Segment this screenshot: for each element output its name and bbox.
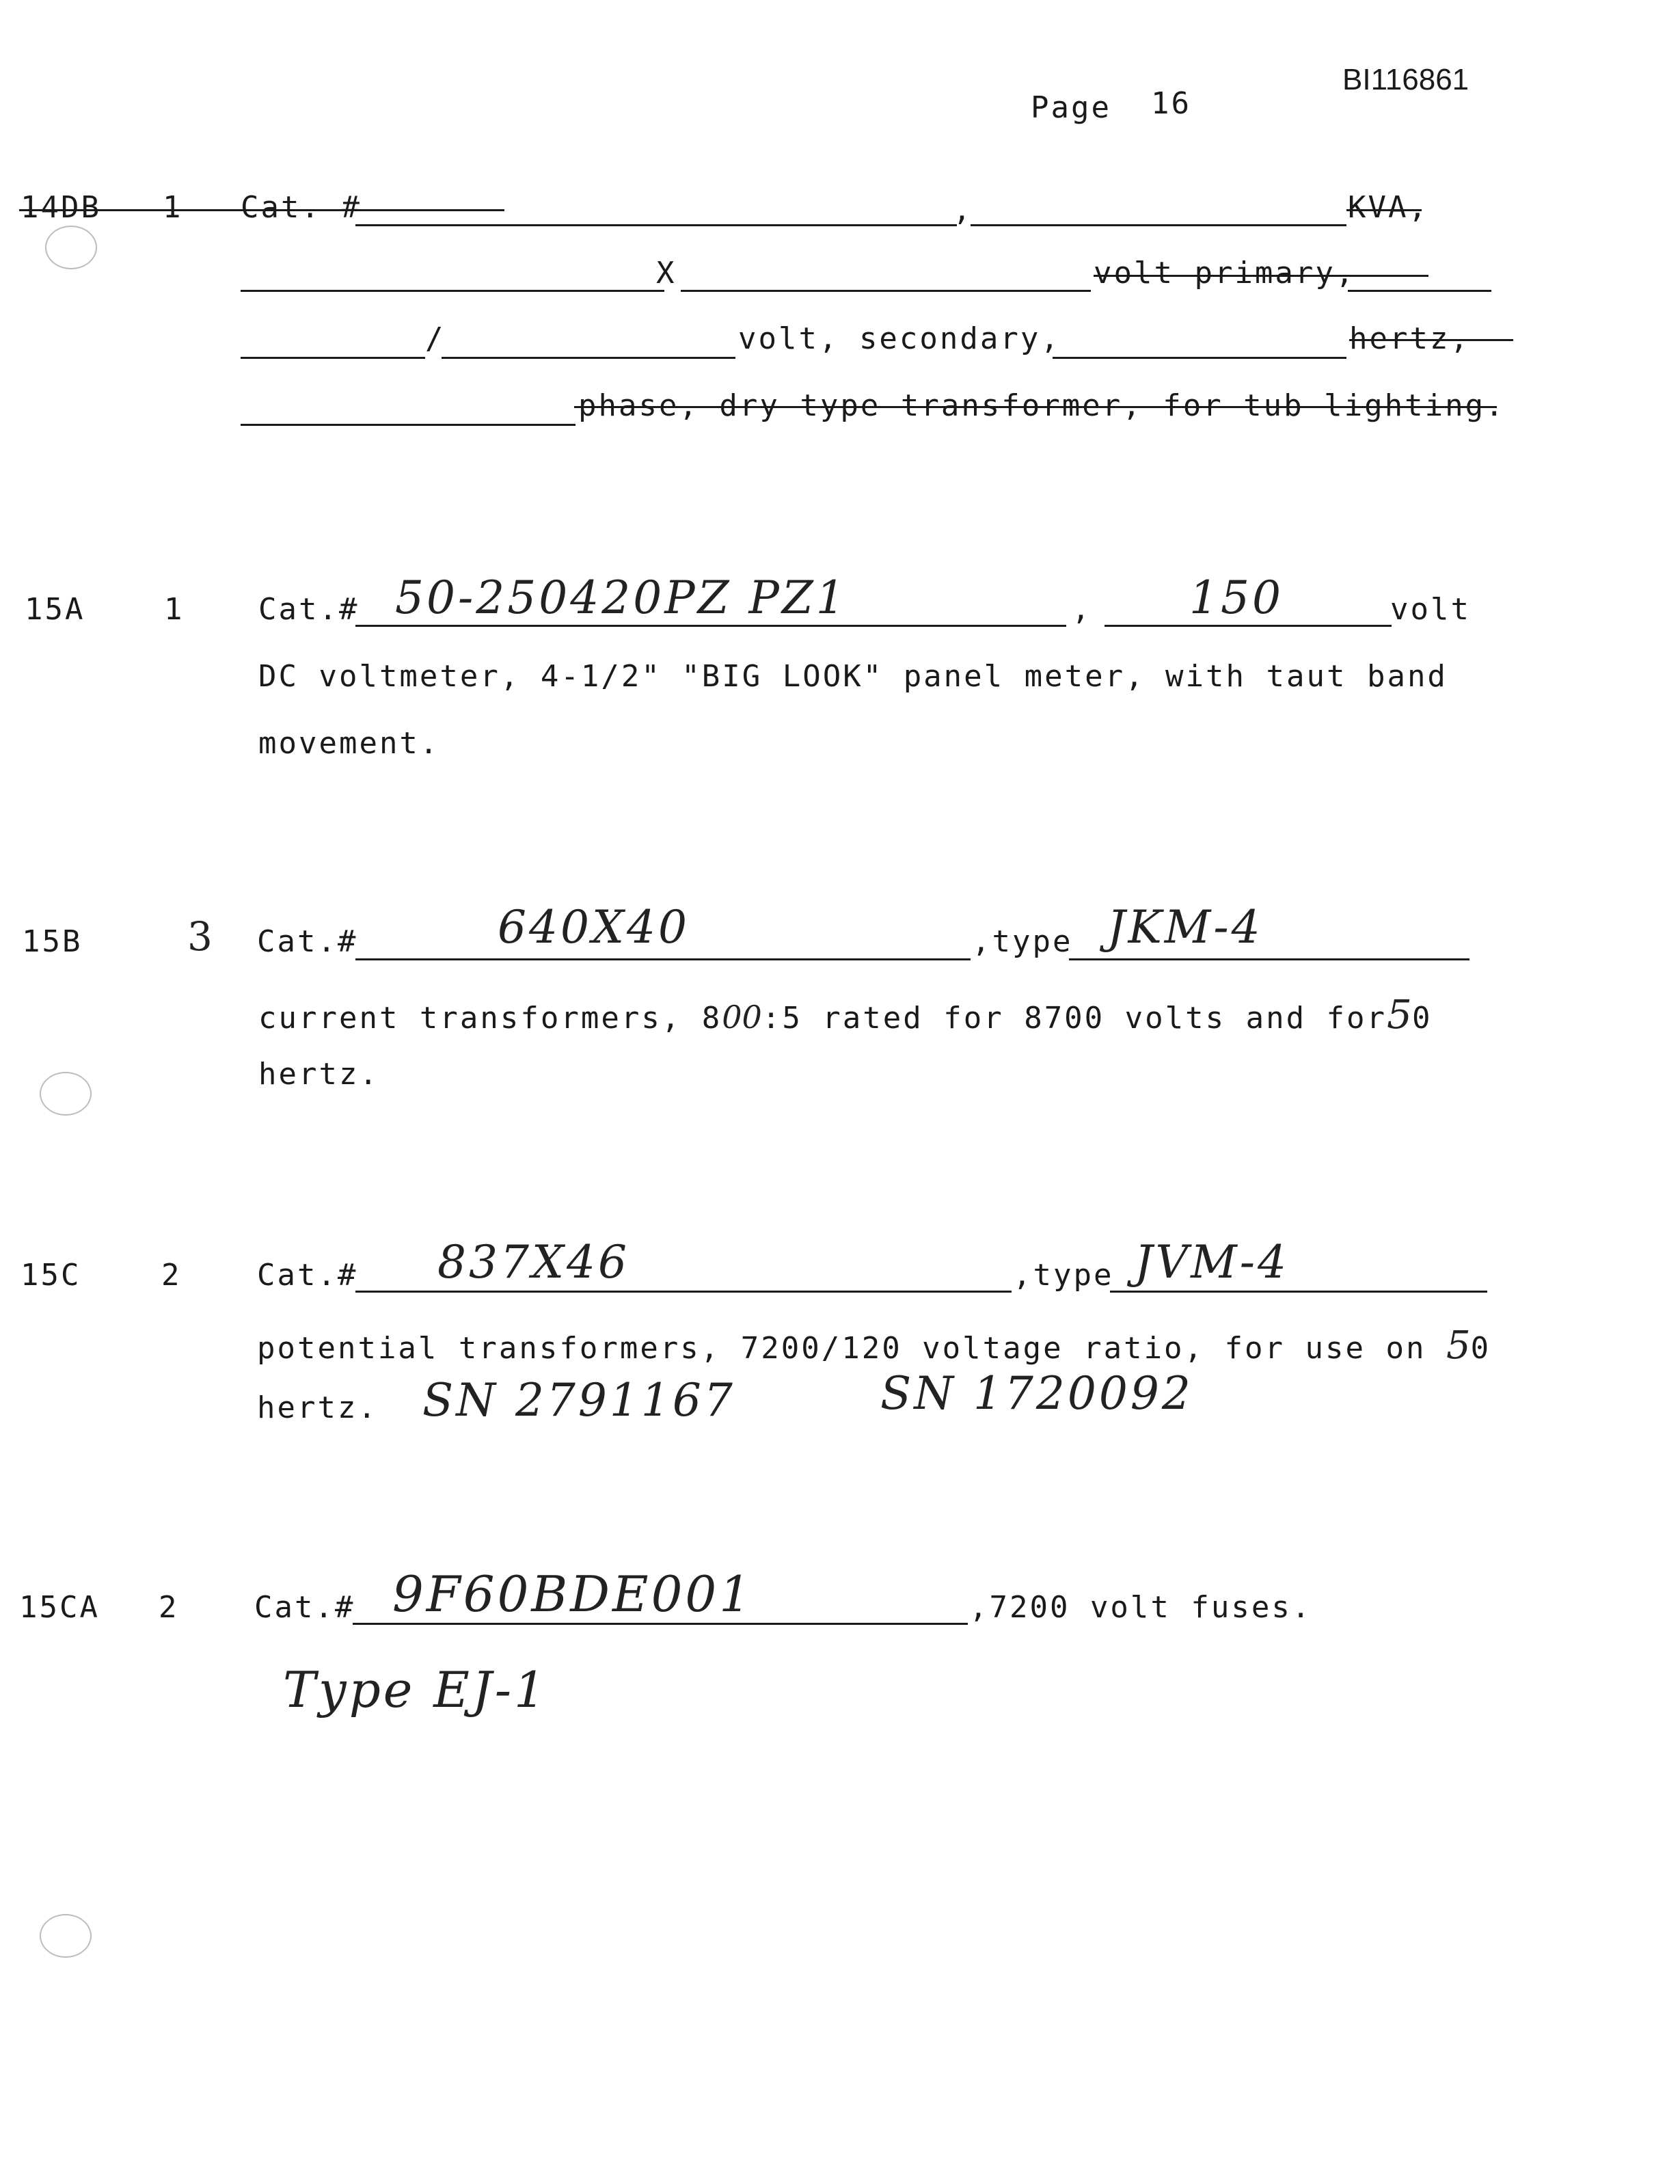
strike-line bbox=[574, 406, 1497, 408]
rating-unit: volt bbox=[1390, 592, 1471, 627]
item-number: 14DB bbox=[21, 190, 101, 225]
comma: , bbox=[1072, 592, 1092, 627]
strike-line bbox=[1346, 209, 1422, 211]
punch-hole-bottom bbox=[40, 1914, 92, 1958]
item-number: 15B bbox=[22, 924, 83, 959]
document-id: BI116861 bbox=[1342, 63, 1469, 96]
item-quantity: 3 bbox=[187, 913, 215, 960]
frequency-handwritten: 5 bbox=[1387, 991, 1412, 1038]
transformer-description: phase, dry type transformer, for tub lighting. bbox=[578, 388, 1506, 423]
kva-blank bbox=[971, 193, 1346, 226]
primary-blank-b bbox=[681, 258, 1091, 292]
page-number: 16 bbox=[1151, 86, 1191, 121]
frequency-handwritten: 5 bbox=[1446, 1323, 1471, 1368]
item-number: 15A bbox=[25, 592, 85, 627]
serial-number-handwritten: SN 2791167 bbox=[422, 1374, 735, 1427]
phase-blank bbox=[241, 392, 575, 426]
strike-line bbox=[1094, 275, 1428, 277]
primary-label: volt primary, bbox=[1094, 256, 1356, 291]
x-mark: X bbox=[656, 256, 677, 291]
cat-label: Cat.# bbox=[258, 592, 360, 627]
frequency-tail: 0 bbox=[1470, 1331, 1491, 1366]
comma: , bbox=[953, 193, 973, 228]
handwritten-note: Type EJ-1 bbox=[283, 1661, 548, 1718]
rating-value: 150 bbox=[1189, 571, 1284, 624]
frequency-tail: 0 bbox=[1411, 1001, 1433, 1036]
cat-value: 50-250420PZ PZ1 bbox=[395, 571, 848, 624]
punch-hole-middle bbox=[40, 1072, 92, 1116]
cat-label: Cat.# bbox=[254, 1590, 355, 1625]
punch-hole-top bbox=[45, 226, 97, 269]
item-number: 15C bbox=[21, 1258, 81, 1293]
item-quantity: 2 bbox=[161, 1258, 182, 1293]
description-text: current transformers, 8 bbox=[258, 1001, 722, 1036]
hertz-blank bbox=[1053, 325, 1346, 359]
item-number: 15CA bbox=[19, 1590, 100, 1625]
page-label: Page bbox=[1031, 90, 1111, 125]
description-line bbox=[257, 1323, 1491, 1368]
kva-label: KVA, bbox=[1348, 190, 1428, 225]
strike-line bbox=[19, 209, 504, 211]
primary-blank-a bbox=[241, 258, 664, 292]
secondary-blank-a bbox=[241, 325, 425, 359]
description-line bbox=[258, 991, 1432, 1038]
cat-value: 9F60BDE001 bbox=[392, 1565, 754, 1623]
type-label: ,type bbox=[972, 924, 1073, 959]
item-description: ,7200 volt fuses. bbox=[969, 1590, 1312, 1625]
type-value: JKM-4 bbox=[1107, 901, 1263, 954]
secondary-label: volt, secondary, bbox=[738, 321, 1061, 356]
item-quantity: 1 bbox=[164, 592, 185, 627]
cat-value: 640X40 bbox=[498, 901, 690, 954]
hertz-label: hertz, bbox=[1349, 321, 1470, 356]
type-label: ,type bbox=[1013, 1258, 1114, 1293]
serial-number-handwritten: SN 1720092 bbox=[880, 1367, 1193, 1420]
description-line: DC voltmeter, 4-1/2" "BIG LOOK" panel meter, with taut band bbox=[258, 659, 1448, 694]
cat-label: Cat. # bbox=[241, 190, 362, 225]
cat-label: Cat.# bbox=[257, 924, 358, 959]
item-quantity: 1 bbox=[163, 190, 183, 225]
ratio-handwritten: 00 bbox=[722, 999, 762, 1036]
cat-label: Cat.# bbox=[257, 1258, 358, 1293]
description-line: movement. bbox=[258, 726, 440, 761]
cat-value: 837X46 bbox=[437, 1236, 629, 1289]
description-text: :5 rated for 8700 volts and for bbox=[761, 1001, 1387, 1036]
type-value: JVM-4 bbox=[1135, 1236, 1289, 1289]
description-line: hertz. bbox=[258, 1057, 379, 1092]
slash: / bbox=[425, 321, 446, 356]
strike-line bbox=[1349, 339, 1513, 341]
description-text: potential transformers, 7200/120 voltage ratio, for use on bbox=[257, 1331, 1426, 1366]
description-line: hertz. bbox=[257, 1390, 378, 1425]
secondary-blank-b bbox=[442, 325, 735, 359]
item-quantity: 2 bbox=[159, 1590, 179, 1625]
